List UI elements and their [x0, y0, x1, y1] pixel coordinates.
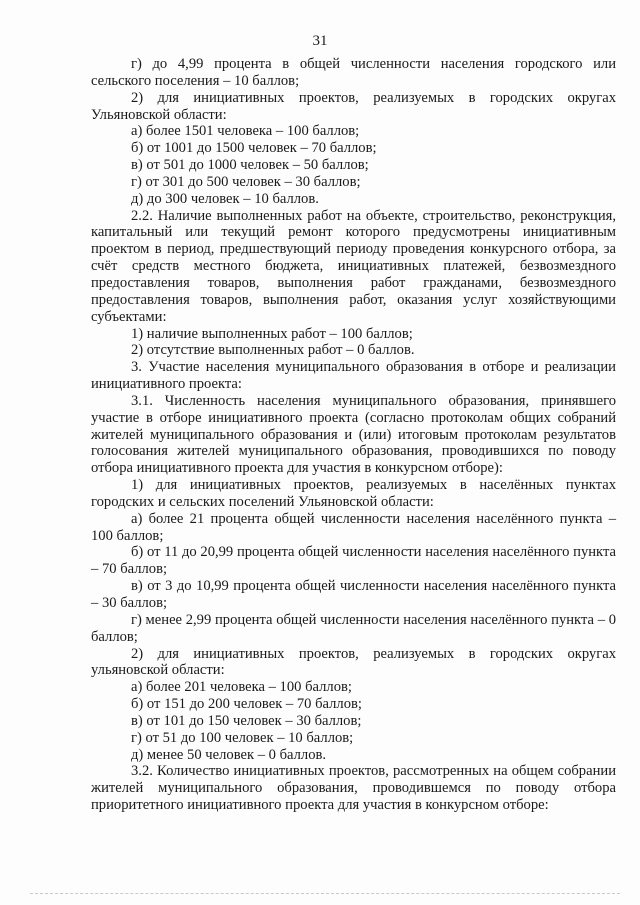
list-item: а) более 201 человека – 100 баллов;	[131, 679, 352, 696]
list-item: 2) отсутствие выполненных работ – 0 баллов.	[131, 342, 415, 359]
list-item: д) до 300 человек – 10 баллов.	[131, 190, 319, 207]
list-item: г) от 51 до 100 человек – 10 баллов;	[131, 729, 354, 746]
paragraph-section-3-2: 3.2. Количество инициативных проектов, рассмотренных на общем собрании жителей муниципального образования, проводившемся по поводу отбора приоритетного инициативного проекта для участия в конкурсном отборе:	[91, 763, 616, 814]
paragraph-section-2-2: 2.2. Наличие выполненных работ на объекте, строительство, реконструкция, капитальный или текущий ремонт которого предусмотрены инициативным проектом в период, предшествующий периоду проведения конкурсного отбора, за счёт средств местного бюджета, инициативных платежей, безвозмездного предоставления товаров, выполнения работ гражданами, безвозмездного предоставления товаров, выполнения работ, оказания услуг хозяйствующими субъектами:	[91, 207, 616, 325]
list-item: г) от 301 до 500 человек – 30 баллов;	[131, 173, 361, 190]
paragraph-criterion-3-1-1: 1) для инициативных проектов, реализуемых в населённых пунктах городских и сельских поселений Ульяновской области:	[91, 477, 616, 510]
scan-edge-line	[30, 893, 620, 894]
list-item: б) от 1001 до 1500 человек – 70 баллов;	[131, 140, 377, 157]
list-item: г) менее 2,99 процента общей численности населения населённого пункта – 0 баллов;	[91, 611, 616, 645]
list-item: в) от 3 до 10,99 процента общей численности населения населённого пункта – 30 баллов;	[91, 578, 616, 611]
paragraph-criterion-2-1-2: 2) для инициативных проектов, реализуемых в городских округах Ульяновской области:	[91, 89, 616, 123]
list-item: б) от 11 до 20,99 процента общей численности населения населённого пункта – 70 баллов;	[91, 544, 616, 578]
list-item: а) более 21 процента общей численности населения населённого пункта – 100 баллов;	[91, 510, 616, 544]
paragraph-section-3: 3. Участие населения муниципального образования в отборе и реализации инициативного проекта:	[91, 359, 616, 393]
paragraph-section-3-1: 3.1. Численность населения муниципального образования, принявшего участие в отборе инициативного проекта (согласно протоколам общих собраний жителей муниципального образования и (или) итоговым протоколам результатов голосования жителей муниципального образования, проводившихся по поводу отбора инициативного проекта для участия в конкурсном отборе):	[91, 392, 616, 477]
page-number: 31	[312, 33, 328, 49]
paragraph-criterion-2-1-1-g: г) до 4,99 процента в общей численности населения городского или сельского поселения – 10 баллов;	[91, 56, 616, 89]
paragraph-criterion-3-1-2: 2) для инициативных проектов, реализуемых в городских округах ульяновской области:	[91, 645, 616, 679]
list-item: в) от 101 до 150 человек – 30 баллов;	[131, 712, 362, 729]
list-item: а) более 1501 человека – 100 баллов;	[131, 123, 360, 140]
list-item: 1) наличие выполненных работ – 100 баллов;	[131, 325, 413, 342]
list-item: в) от 501 до 1000 человек – 50 баллов;	[131, 157, 369, 174]
list-item: д) менее 50 человек – 0 баллов.	[131, 746, 327, 763]
list-item: б) от 151 до 200 человек – 70 баллов;	[131, 696, 362, 713]
document-body	[91, 56, 616, 814]
